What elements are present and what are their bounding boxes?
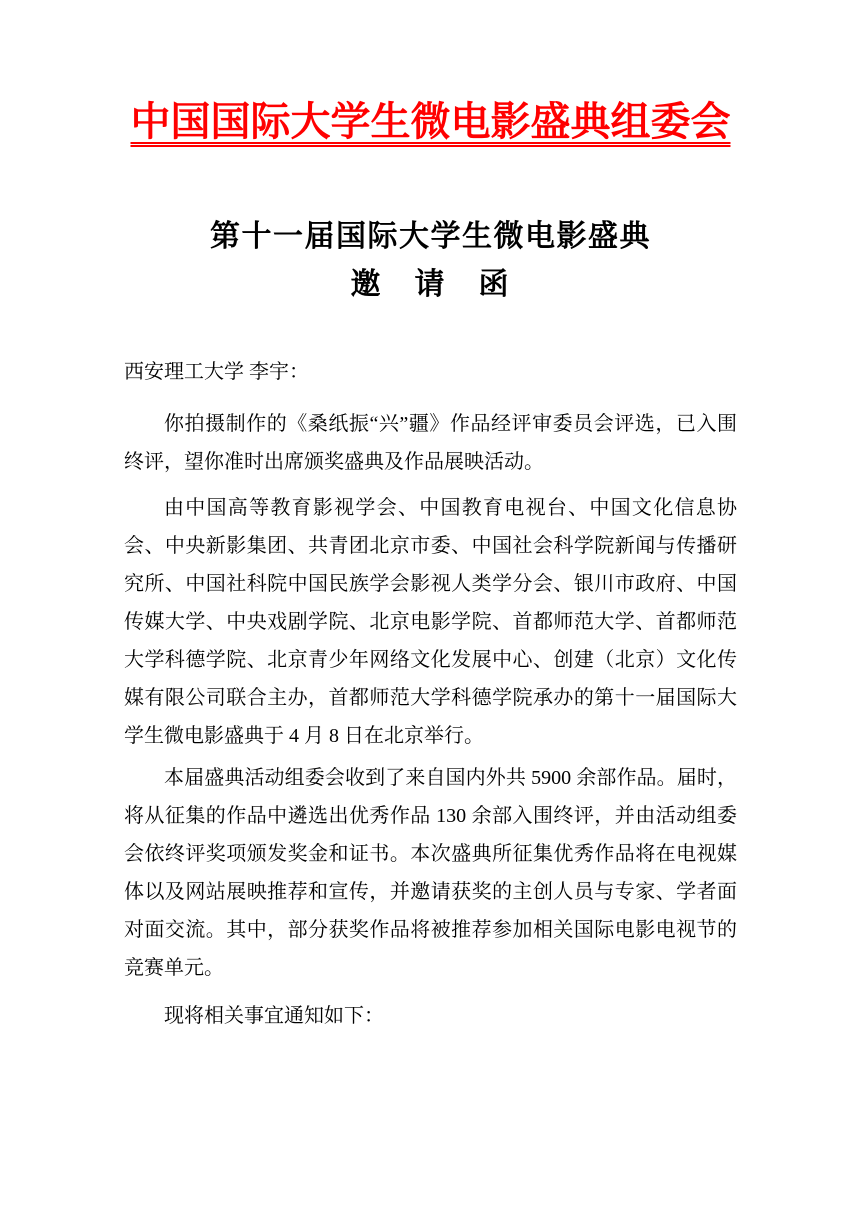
event-title: 第十一届国际大学生微电影盛典	[210, 220, 651, 253]
paragraph-notice-intro: 现将相关事宜通知如下：	[164, 1005, 384, 1027]
paragraph-submissions: 本届盛典活动组委会收到了来自国内外共 5900 余部作品。届时，将从征集的作品中遴选出优秀作品 130 余部入围终评，并由活动组委会依终评奖项颁发奖金和证书。本次盛典所征集优秀作品将在电视媒体以及网站展映推荐和宣传，并邀请获奖的主创人员与专家、学者面对面交流。其中，部分获奖作品将被推荐参加相关国际电影电视节的竞赛单元。	[124, 767, 737, 979]
paragraph-organizers: 由中国高等教育影视学会、中国教育电视台、中国文化信息协会、中央新影集团、共青团北京市委、中国社会科学院新闻与传播研究所、中国社科院中国民族学会影视人类学分会、银川市政府、中国传媒大学、中央戏剧学院、北京电影学院、首都师范大学、首都师范大学科德学院、北京青少年网络文化发展中心、创建（北京）文化传媒有限公司联合主办，首都师范大学科德学院承办的第十一届国际大学生微电影盛典于 4 月 8 日在北京举行。	[124, 497, 737, 747]
organization-title: 中国国际大学生微电影盛典组委会	[130, 99, 731, 144]
paragraph-selection-notice: 你拍摄制作的《桑纸振“兴”疆》作品经评审委员会评选，已入围终评，望你准时出席颁奖盛典及作品展映活动。	[124, 413, 737, 473]
salutation: 西安理工大学 李宇：	[124, 361, 309, 383]
letter-title: 邀 请 函	[350, 267, 511, 301]
